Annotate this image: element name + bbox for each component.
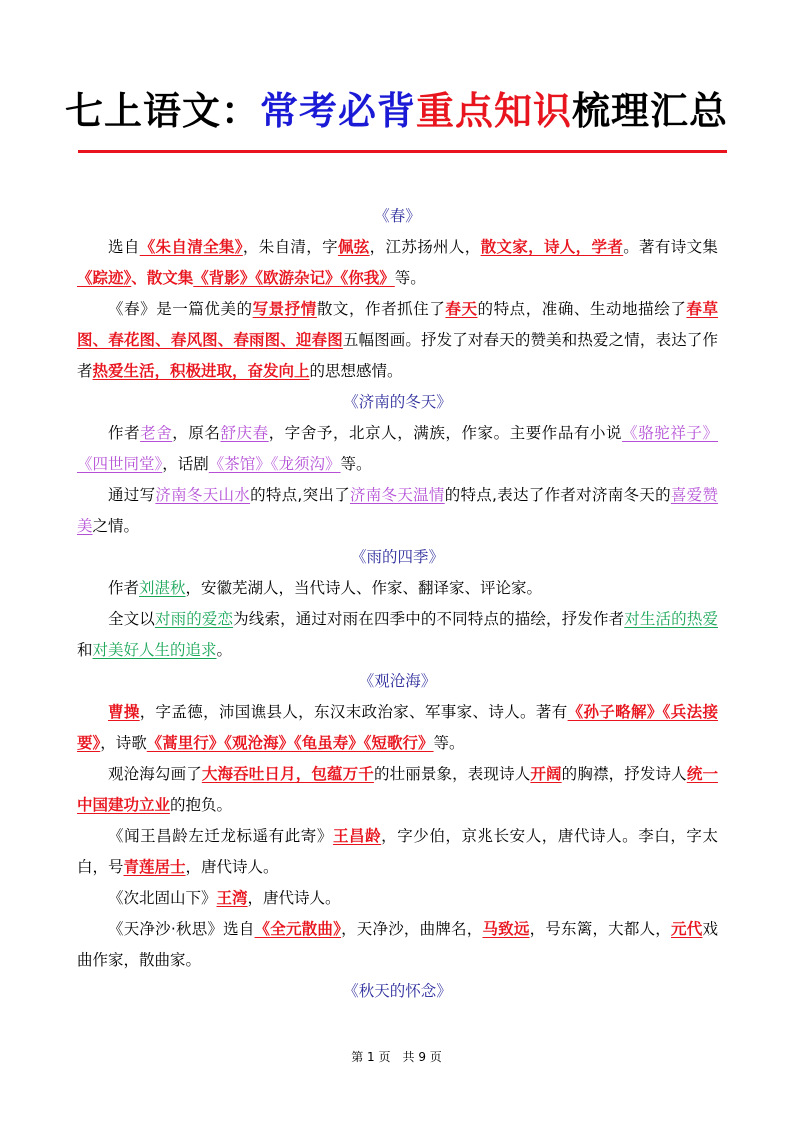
paragraph-chun-author (77, 232, 718, 294)
paragraph-jinan-theme (77, 480, 718, 542)
highlighted-term: 《茶馆》《龙须沟》 (208, 455, 341, 473)
title-divider (78, 150, 727, 153)
highlighted-term: 大海吞吐日月，包蕴万千 (201, 765, 374, 783)
highlighted-term: 王湾 (216, 889, 248, 907)
text-run: 观沧海勾画了 (108, 765, 202, 783)
text-run: ，天净沙，曲牌名， (341, 920, 483, 938)
highlighted-term: 春天 (445, 300, 478, 318)
highlighted-term: 曹操 (108, 703, 140, 721)
text-run: ，字少伯，京兆长安人，唐代诗人。李白，字太白，号 (77, 827, 718, 876)
text-run: 《闻王昌龄左迁龙标遥有此寄》 (108, 827, 333, 845)
document-body (77, 201, 718, 1007)
text-run: 的壮丽景象，表现诗人 (373, 765, 531, 783)
paragraph-chun-theme (77, 294, 718, 387)
text-run: 的特点,表达了作者对济南冬天的 (444, 486, 671, 504)
highlighted-term: 马致远 (482, 920, 530, 938)
text-run: 的抱负。 (170, 796, 233, 814)
section-heading-yu: 《雨的四季》 (350, 548, 444, 566)
text-run: 的思想感情。 (309, 362, 403, 380)
page-footer: 第 1 页 共 9 页 (351, 1050, 442, 1064)
highlighted-term: 老舍 (140, 424, 173, 442)
highlighted-term: 对雨的爱恋 (154, 610, 234, 628)
text-run: 《春》是一篇优美的 (108, 300, 253, 318)
text-run: 、散文集 (131, 269, 194, 287)
highlighted-term: 济南冬天温情 (349, 486, 445, 504)
text-run: 通过写 (108, 486, 156, 504)
text-run: ，字孟德，沛国谯县人，东汉末政治家、军事家、诗人。著有 (139, 703, 568, 721)
text-run: 作者 (108, 424, 141, 442)
highlighted-term: 元代 (671, 920, 703, 938)
text-run: ，唐代诗人。 (185, 858, 279, 876)
highlighted-term: 热爱生活，积极进取，奋发向上 (92, 362, 310, 380)
highlighted-term: 《孙子略解》《兵法接要》 (77, 703, 718, 752)
highlighted-term: 《骆驼祥子》《四世同堂》 (77, 424, 718, 473)
paragraph-jinan-author (77, 418, 718, 480)
text-run: 和 (77, 641, 93, 659)
highlighted-term: 《背影》《欧游杂记》《你我》 (193, 269, 395, 287)
text-run: 的胸襟，抒发诗人 (561, 765, 687, 783)
paragraph-canghai-theme (77, 759, 718, 821)
text-run: 。 (216, 641, 233, 659)
text-run: 的特点，准确、生动地描绘了 (477, 300, 687, 318)
text-run: 全文以 (108, 610, 155, 628)
highlighted-term: 散文家，诗人，学者 (480, 238, 624, 256)
highlighted-term: 统一中国建功立业 (77, 765, 718, 814)
highlighted-term: 对美好人生的追求 (92, 641, 217, 659)
section-heading-jinan: 《济南的冬天》 (343, 393, 452, 411)
title-part-3: 重点知识 (416, 89, 573, 133)
text-run: ，江苏扬州人， (369, 238, 481, 256)
highlighted-term: 《朱自清全集》 (139, 238, 243, 256)
section-heading-canghai: 《观沧海》 (358, 672, 437, 690)
text-run: 五幅图画。抒发了对春天的赞美和热爱之情，表达了作者 (77, 331, 718, 380)
highlighted-term: 开阔 (530, 765, 562, 783)
text-run: ，号东篱，大都人， (529, 920, 672, 938)
text-run: ，诗歌 (100, 734, 147, 752)
text-run: 戏曲作家，散曲家。 (77, 920, 718, 969)
highlighted-term: 青莲居士 (123, 858, 186, 876)
text-run: 选自 (108, 238, 140, 256)
text-run: ，原名 (172, 424, 221, 442)
paragraph-wang-wan (77, 883, 718, 914)
text-run: 散文，作者抓住了 (316, 300, 446, 318)
highlighted-term: 写景抒情 (252, 300, 317, 318)
text-run: 。著有诗文集 (623, 238, 718, 256)
page-title (0, 80, 793, 135)
title-part-2: 常考必背 (259, 89, 416, 133)
text-run: 为线索，通过对雨在四季中的不同特点的描绘，抒发作者 (233, 610, 625, 628)
paragraph-ma-zhiyuan (77, 914, 718, 976)
highlighted-term: 王昌龄 (332, 827, 382, 845)
highlighted-term: 刘湛秋 (139, 579, 186, 597)
title-part-4: 梳理汇总 (572, 89, 729, 133)
section-heading-chun: 《春》 (374, 207, 421, 225)
text-run: 之情。 (92, 517, 140, 535)
text-run: ，朱自清，字 (242, 238, 338, 256)
highlighted-term: 《踪迹》 (77, 269, 132, 287)
text-run: 等。 (394, 269, 426, 287)
text-run: 等。 (433, 734, 465, 752)
highlighted-term: 济南冬天山水 (155, 486, 251, 504)
paragraph-canghai-author (77, 697, 718, 759)
text-run: ，话剧 (162, 455, 209, 473)
text-run: 《天净沙·秋思》选自 (108, 920, 255, 938)
text-run: 《次北固山下》 (108, 889, 217, 907)
highlighted-term: 《全元散曲》 (254, 920, 342, 938)
paragraph-yu-author (77, 573, 718, 604)
text-run: 的特点,突出了 (250, 486, 350, 504)
paragraph-yu-theme (77, 604, 718, 666)
highlighted-term: 舒庆春 (220, 424, 269, 442)
text-run: 等。 (340, 455, 372, 473)
highlighted-term: 佩弦 (337, 238, 370, 256)
title-part-1: 七上语文： (64, 89, 260, 133)
highlighted-term: 春草图、春花图、春风图、春雨图、迎春图 (77, 300, 718, 349)
highlighted-term: 对生活的热爱 (624, 610, 718, 628)
text-run: ，安徽芜湖人，当代诗人、作家、翻译家、评论家。 (185, 579, 543, 597)
highlighted-term: 《蒿里行》《观沧海》《龟虽寿》《短歌行》 (146, 734, 434, 752)
highlighted-term: 喜爱赞美 (77, 486, 718, 535)
text-run: ，唐代诗人。 (247, 889, 341, 907)
text-run: 作者 (108, 579, 140, 597)
section-heading-qiutian: 《秋天的怀念》 (343, 982, 452, 1000)
paragraph-wang-changling (77, 821, 718, 883)
text-run: ，字舍予，北京人，满族，作家。主要作品有小说 (268, 424, 623, 442)
